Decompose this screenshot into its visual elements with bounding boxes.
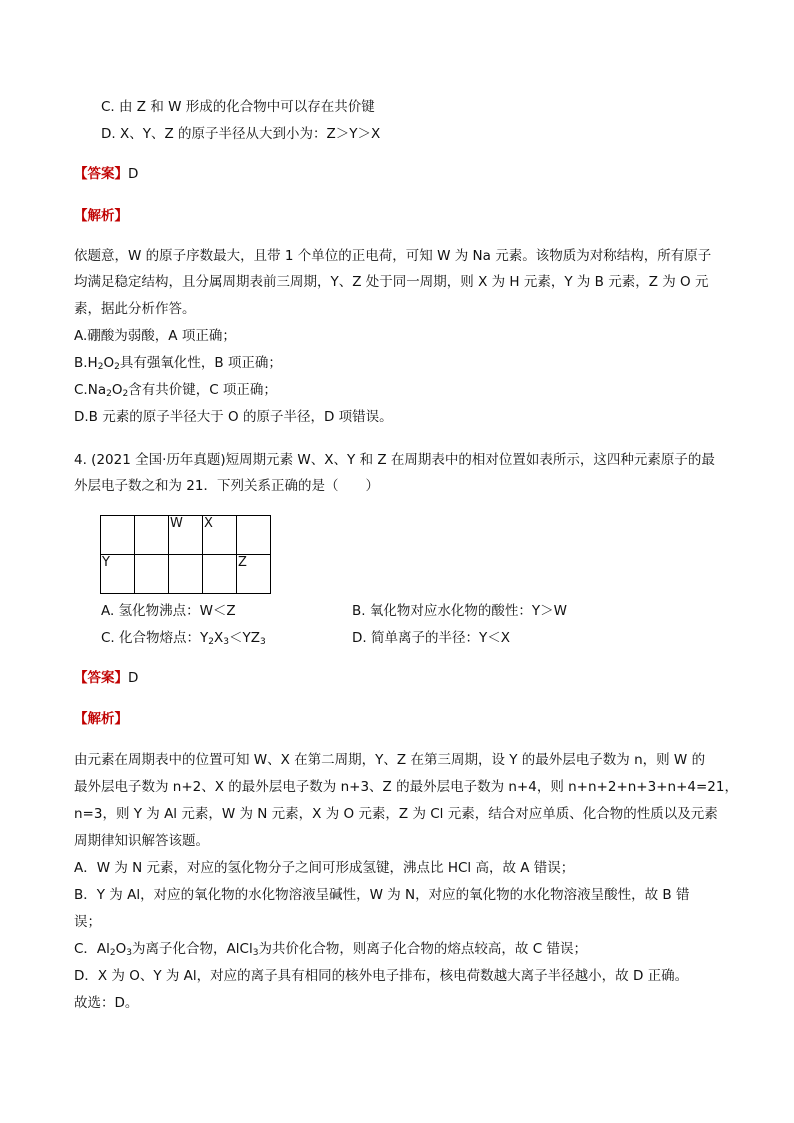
q4-option-a: A. 氢化物沸点：W＜Z [101,603,236,619]
q3-item-d: D.B 元素的原子半径大于 O 的原子半径，D 项错误。 [74,409,393,425]
table-row [101,555,271,594]
table-cell: Y [101,555,135,594]
table-cell [237,516,271,555]
answer-value: D [128,670,139,686]
q4-option-c: C. 化合物熔点：$Y_2X_3<YZ_3$ [101,630,266,647]
answer-label: 【答案】 [74,166,128,182]
q4-stem-line: 4. (2021 全国·历年真题)短周期元素 W、X、Y 和 Z 在周期表中的相对位置如表所示，这四种元素原子的最 [74,452,715,468]
table-cell [169,555,203,594]
q4-conclusion: 故选：D。 [74,995,139,1011]
table-cell: X [203,516,237,555]
table-cell [135,555,169,594]
table-cell: Z [237,555,271,594]
option-d: D. X、Y、Z 的原子半径从大到小为：Z＞Y＞X [101,126,381,142]
q4-answer [74,666,138,686]
q4-item-d: D．X 为 O、Y 为 Al，对应的离子具有相同的核外电子排布，核电荷数越大离子半径越小，故 D 正确。 [74,968,689,984]
q3-item-c: $C.Na_2O_2$含有共价键，C 项正确； [74,382,277,399]
periodic-table-fragment [100,515,271,594]
q4-item-a: A．W 为 N 元素，对应的氢化物分子之间可形成氢键，沸点比 HCl 高，故 A 错误； [74,860,575,876]
q3-item-b: $B.H_2O_2$具有强氧化性，B 项正确； [74,355,282,372]
q4-item-b-cont: 误； [74,914,101,930]
q4-option-b: B. 氧化物对应水化物的酸性：Y＞W [352,603,567,619]
q4-analysis-line: 周期律知识解答该题。 [74,833,209,849]
answer-label: 【答案】 [74,670,128,686]
q3-analysis-line: 均满足稳定结构，且分属周期表前三周期，Y、Z 处于同一周期，则 X 为 H 元素，Y 为 B 元素，Z 为 O 元 [74,274,709,290]
q4-analysis-label: 【解析】 [74,711,128,727]
q3-analysis-line: 素，据此分析作答。 [74,301,196,317]
q4-option-d: D. 简单离子的半径：Y＜X [352,630,510,646]
q3-analysis-label: 【解析】 [74,208,128,224]
table-cell: W [169,516,203,555]
table-cell [101,516,135,555]
q3-item-a: A.硼酸为弱酸，A 项正确； [74,328,236,344]
option-c: C. 由 Z 和 W 形成的化合物中可以存在共价键 [101,99,375,115]
q3-answer [74,162,138,182]
q4-item-b: B．Y 为 Al，对应的氧化物的水化物溶液呈碱性，W 为 N，对应的氧化物的水化物溶液呈酸性，故 B 错 [74,887,690,903]
q3-analysis-line: 依题意，W 的原子序数最大，且带 1 个单位的正电荷，可知 W 为 Na 元素。该物质为对称结构，所有原子 [74,248,712,264]
q4-analysis-line: 最外层电子数为 n+2、X 的最外层电子数为 n+3、Z 的最外层电子数为 n+4，则 n+n+2+n+3+n+4=21， [74,779,738,795]
answer-value: D [128,166,139,182]
q4-analysis-line: 由元素在周期表中的位置可知 W、X 在第二周期，Y、Z 在第三周期，设 Y 的最外层电子数为 n，则 W 的 [74,752,706,768]
table-cell [203,555,237,594]
q4-analysis-line: n=3，则 Y 为 Al 元素，W 为 N 元素，X 为 O 元素，Z 为 Cl 元素，结合对应单质、化合物的性质以及元素 [74,806,718,822]
q4-stem-line: 外层电子数之和为 21．下列关系正确的是（ ） [74,478,379,494]
q4-item-c: C．$Al_2O_3$为离子化合物，AlCl$_3$为共价化合物，则离子化合物的熔点较高，故 C 错误； [74,941,587,958]
table-cell [135,516,169,555]
table-row [101,516,271,555]
